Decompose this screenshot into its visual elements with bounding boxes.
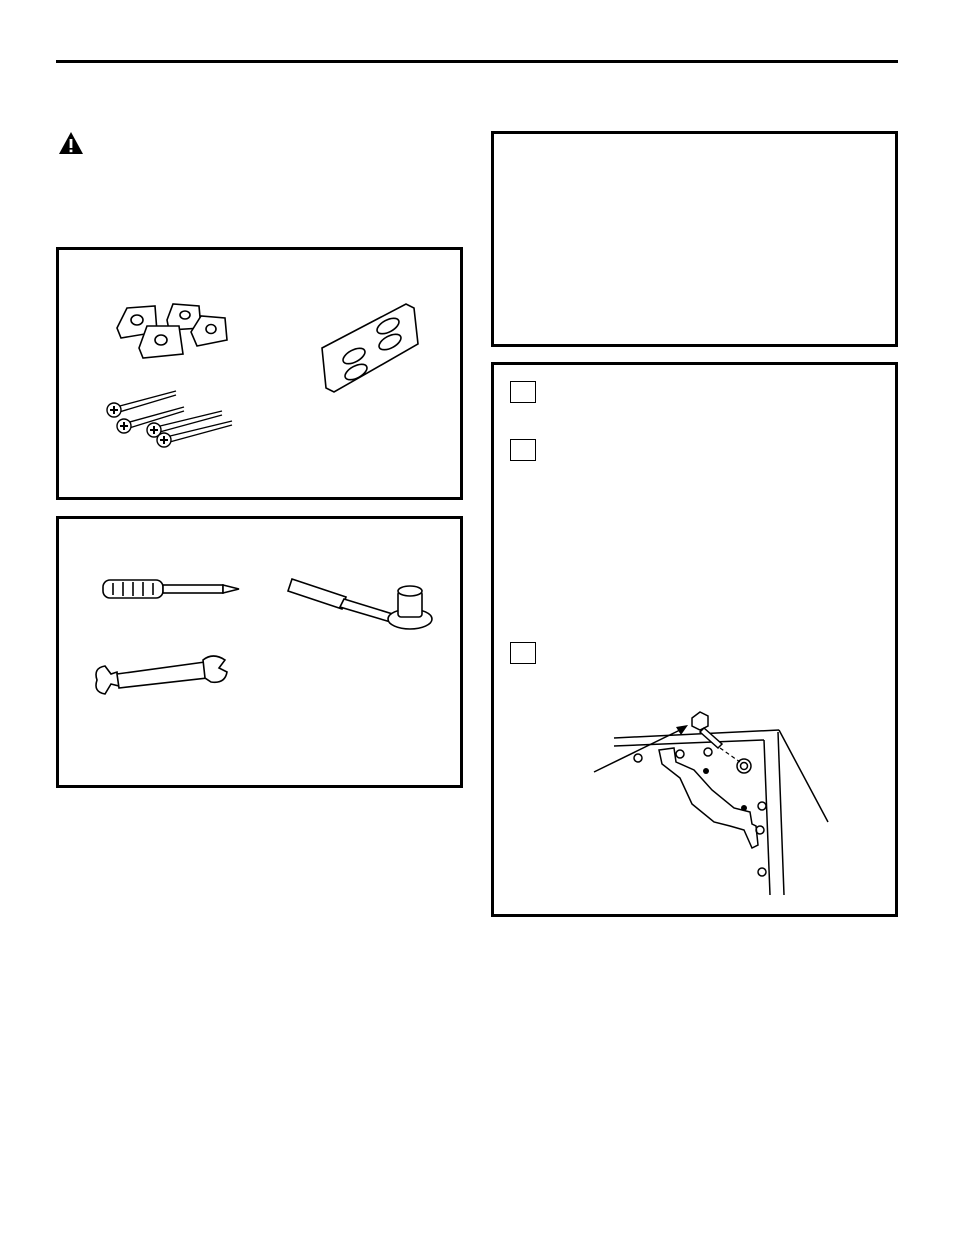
note-box: [491, 131, 898, 347]
header-rule: [56, 60, 898, 63]
leveling-legs-icon: [109, 300, 234, 365]
hinge-pin-removal-diagram: [584, 700, 834, 900]
step-2-checkbox[interactable]: [510, 439, 536, 461]
warning-triangle-icon: [58, 131, 84, 155]
tools-box: [56, 516, 463, 788]
open-end-wrench-icon: [89, 654, 234, 709]
socket-wrench-icon: [284, 569, 439, 634]
anti-tip-bracket-icon: [314, 300, 424, 395]
steps-box: [491, 362, 898, 917]
parts-box: [56, 247, 463, 500]
screws-icon: [104, 385, 239, 450]
step-3-checkbox[interactable]: [510, 642, 536, 664]
phillips-screwdriver-icon: [99, 574, 244, 604]
step-1-checkbox[interactable]: [510, 381, 536, 403]
